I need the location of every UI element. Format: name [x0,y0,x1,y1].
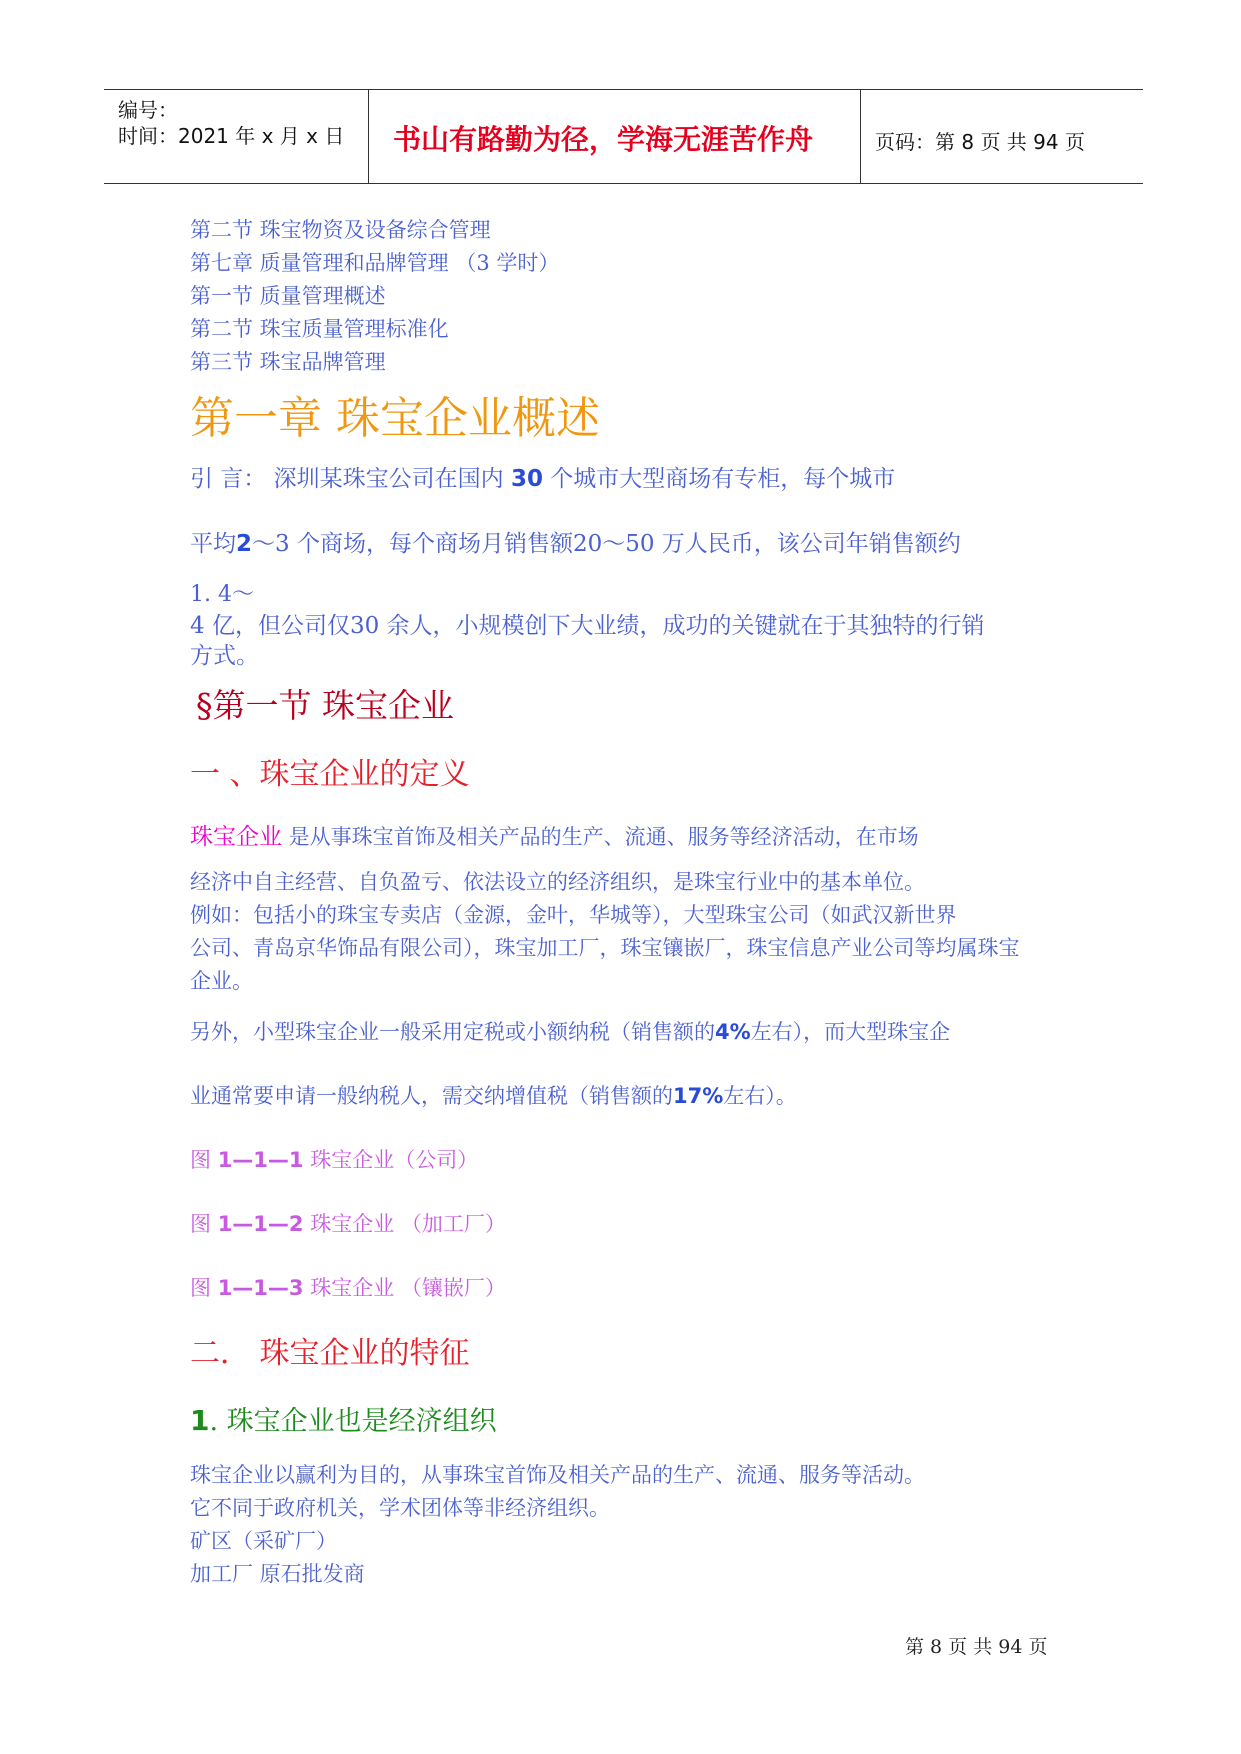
time-label: 时间：2021 年 x 月 x 日 [118,124,345,148]
feature-1-heading: 1. 珠宝企业也是经济组织 [190,1404,497,1437]
intro-line-4: 4 亿，但公司仅30 余人，小规模创下大业绩，成功的关键就在于其独特的行销 [190,613,985,639]
header-bottom-rule [104,183,1143,184]
definition-line-3: 例如：包括小的珠宝专卖店（金源，金叶，华城等），大型珠宝公司（如武汉新世界 [190,903,957,927]
page-info: 页码：第 8 页 共 94 页 [875,130,1085,154]
toc-line: 第二节 珠宝物资及设备综合管理 [190,218,491,242]
header-motto: 书山有路勤为径，学海无涯苦作舟 [393,123,814,156]
page-footer: 第 8 页 共 94 页 [905,1636,1048,1658]
toc-line: 第一节 质量管理概述 [190,284,386,308]
intro-line-2: 平均2～3 个商场，每个商场月销售额20～50 万人民币，该公司年销售额约 [190,531,961,557]
feature-body-line: 矿区（采矿厂） [190,1529,337,1553]
feature-body-line: 珠宝企业以赢利为目的，从事珠宝首饰及相关产品的生产、流通、服务等活动。 [190,1463,925,1487]
intro-line-1: 引 言： 深圳某珠宝公司在国内 30 个城市大型商场有专柜，每个城市 [190,466,896,492]
definition-line-4: 公司、青岛京华饰品有限公司），珠宝加工厂，珠宝镶嵌厂，珠宝信息产业公司等均属珠宝 [190,936,1020,960]
section-title: §第一节 珠宝企业 [196,686,454,725]
definition-line-2: 经济中自主经营、自负盈亏、依法设立的经济组织，是珠宝行业中的基本单位。 [190,870,925,894]
chapter-title: 第一章 珠宝企业概述 [190,393,600,444]
feature-body-line: 它不同于政府机关，学术团体等非经济组织。 [190,1496,610,1520]
header-top-rule [104,89,1143,90]
feature-body-line: 加工厂 原石批发商 [190,1562,365,1586]
tax-line-2: 业通常要申请一般纳税人，需交纳增值税（销售额的17%左右）。 [190,1084,797,1108]
definition-heading: 一 、珠宝企业的定义 [190,757,470,792]
term-highlight: 珠宝企业 [190,824,282,850]
serial-label: 编号： [118,98,178,122]
figure-caption: 图 1—1—3 珠宝企业 （镶嵌厂） [190,1276,506,1300]
figure-caption: 图 1—1—2 珠宝企业 （加工厂） [190,1212,506,1236]
definition-line-5: 企业。 [190,969,253,993]
tax-line-1: 另外，小型珠宝企业一般采用定税或小额纳税（销售额的4%左右），而大型珠宝企 [190,1020,951,1044]
intro-line-3: 1. 4～ [190,582,254,607]
header-divider-2 [860,89,861,183]
feature-heading: 二． 珠宝企业的特征 [190,1336,470,1371]
toc-line: 第三节 珠宝品牌管理 [190,350,386,374]
definition-line-1: 珠宝企业 是从事珠宝首饰及相关产品的生产、流通、服务等经济活动，在市场 [190,824,919,850]
figure-caption: 图 1—1—1 珠宝企业（公司） [190,1148,479,1172]
intro-line-5: 方式。 [190,643,259,669]
toc-line: 第七章 质量管理和品牌管理 （3 学时） [190,251,560,275]
header-divider-1 [368,89,369,183]
toc-line: 第二节 珠宝质量管理标准化 [190,317,449,341]
